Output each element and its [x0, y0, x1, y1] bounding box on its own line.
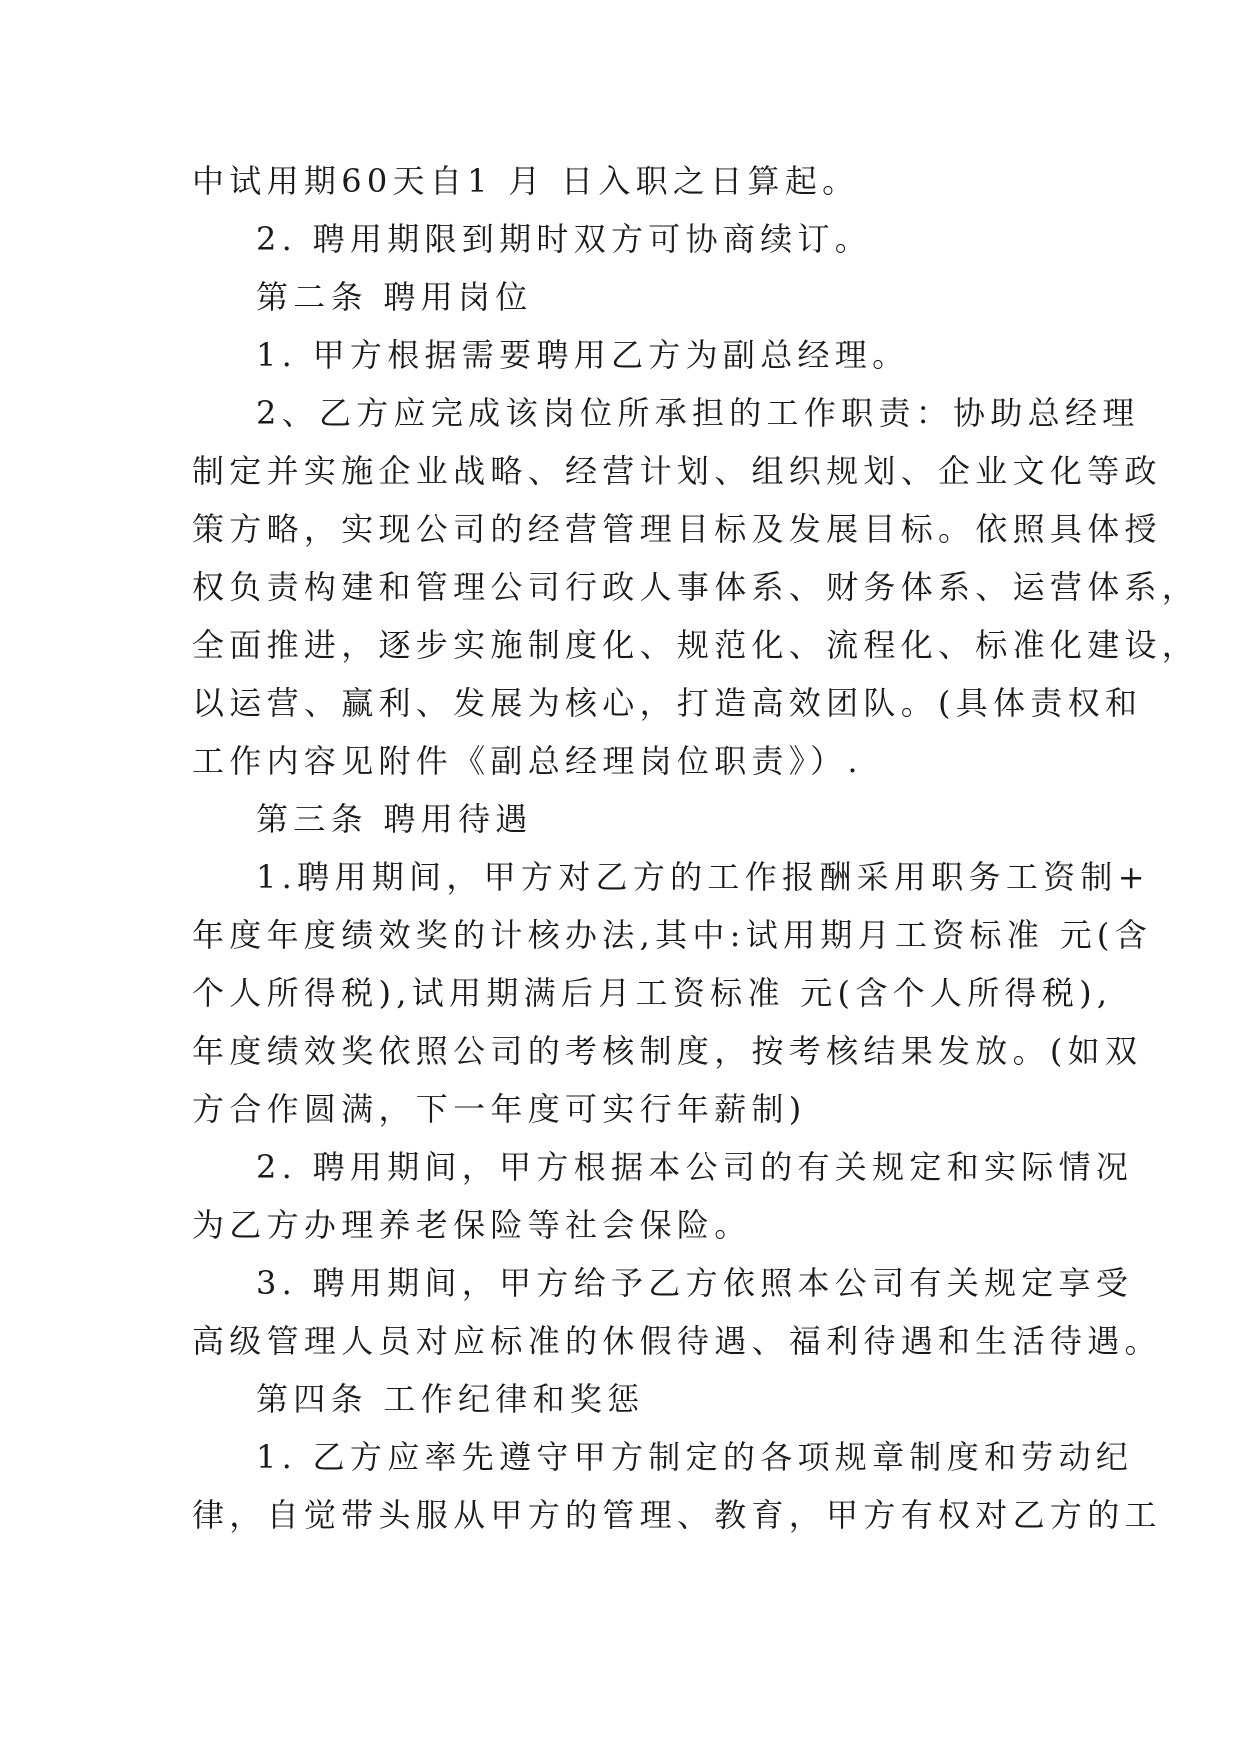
text-line: 2、乙方应完成该岗位所承担的工作职责：协助总经理	[256, 394, 1140, 432]
text-line: 权负责构建和管理公司行政人事体系、财务体系、运营体系，	[192, 568, 1200, 606]
text-line: 策方略，实现公司的经营管理目标及发展目标。依照具体授	[192, 510, 1162, 548]
text-line: 2. 聘用期限到期时双方可协商续订。	[256, 220, 873, 258]
text-line: 中试用期60天自1 月 日入职之日算起。	[192, 162, 860, 200]
text-line: 律，自觉带头服从甲方的管理、教育，甲方有权对乙方的工	[192, 1496, 1162, 1534]
text-line: 1. 乙方应率先遵守甲方制定的各项规章制度和劳动纪	[256, 1438, 1134, 1476]
text-line: 年度绩效奖依照公司的考核制度，按考核结果发放。(如双	[192, 1032, 1143, 1070]
text-line: 个人所得税),试用期满后月工资标准 元(含个人所得税),	[192, 974, 1113, 1012]
text-line: 年度年度绩效奖的计核办法,其中:试用期月工资标准 元(含	[192, 916, 1153, 954]
text-line: 高级管理人员对应标准的休假待遇、福利待遇和生活待遇。	[192, 1322, 1162, 1360]
text-line: 全面推进，逐步实施制度化、规范化、流程化、标准化建设，	[192, 626, 1200, 664]
section-heading: 第二条 聘用岗位	[256, 278, 533, 316]
section-heading: 第三条 聘用待遇	[256, 800, 533, 838]
text-line: 2. 聘用期间，甲方根据本公司的有关规定和实际情况	[256, 1148, 1134, 1186]
text-line: 1. 甲方根据需要聘用乙方为副总经理。	[256, 336, 910, 374]
text-line: 制定并实施企业战略、经营计划、组织规划、企业文化等政	[192, 452, 1162, 490]
text-line: 工作内容见附件《副总经理岗位职责》）.	[192, 742, 863, 780]
text-line: 3. 聘用期间，甲方给予乙方依照本公司有关规定享受	[256, 1264, 1134, 1302]
document-page	[192, 152, 1200, 1544]
text-line: 1.聘用期间，甲方对乙方的工作报酬采用职务工资制+	[256, 858, 1150, 896]
section-heading: 第四条 工作纪律和奖惩	[256, 1380, 645, 1418]
text-line: 为乙方办理养老保险等社会保险。	[192, 1206, 752, 1244]
text-line: 以运营、赢利、发展为核心，打造高效团队。(具体责权和	[192, 684, 1143, 722]
text-line: 方合作圆满，下一年度可实行年薪制)	[192, 1090, 807, 1128]
